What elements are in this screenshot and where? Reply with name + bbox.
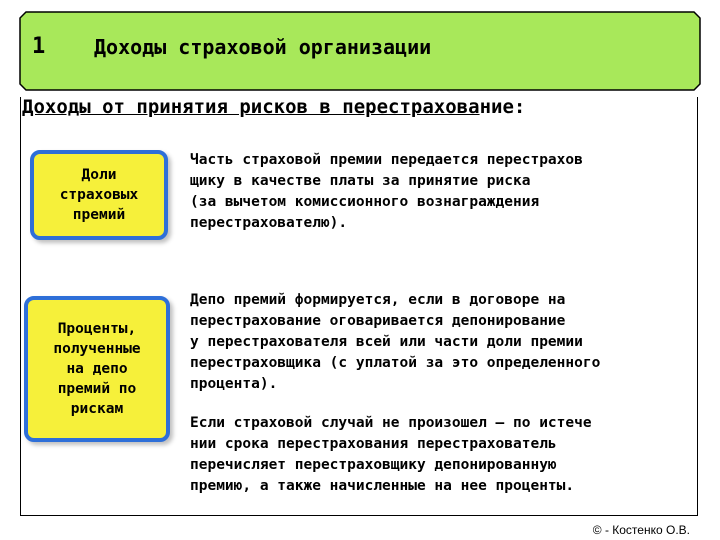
slide-number: 1 bbox=[32, 34, 46, 59]
section-subtitle bbox=[22, 96, 525, 118]
subtitle-rest: ние: bbox=[479, 96, 526, 118]
slide-title: Доходы страховой организации bbox=[94, 35, 432, 59]
paragraph-deposit-premiums: Депо премий формируется, если в договоре на перестрахование оговаривается депонирование у перестрахователя всей или части доли премии перестраховщика (с уплатой за это определенного процента). bbox=[190, 292, 601, 392]
paragraph-premium-shares: Часть страховой премии передается перестрахов щику в качестве платы за принятие риска (за вычетом комиссионного вознаграждения перестрахователю). bbox=[190, 152, 583, 231]
label-premium-shares: Доли страховых премий bbox=[59, 167, 139, 223]
copyright-footer: © - Костенко О.В. bbox=[592, 523, 690, 537]
paragraph-deposit-return: Если страховой случай не произошел – по истече нии срока перестрахования перестрахователь перечисляет перестраховщику депонированную премию, а также начисленные на нее проценты. bbox=[190, 415, 592, 494]
subtitle-underlined: Доходы от принятия рисков в перестрахова bbox=[22, 96, 480, 118]
label-deposit-interest: Проценты, полученные на депо премий по рискам bbox=[53, 321, 141, 417]
label-box-premium-shares bbox=[30, 150, 168, 240]
label-box-deposit-interest bbox=[24, 296, 170, 442]
